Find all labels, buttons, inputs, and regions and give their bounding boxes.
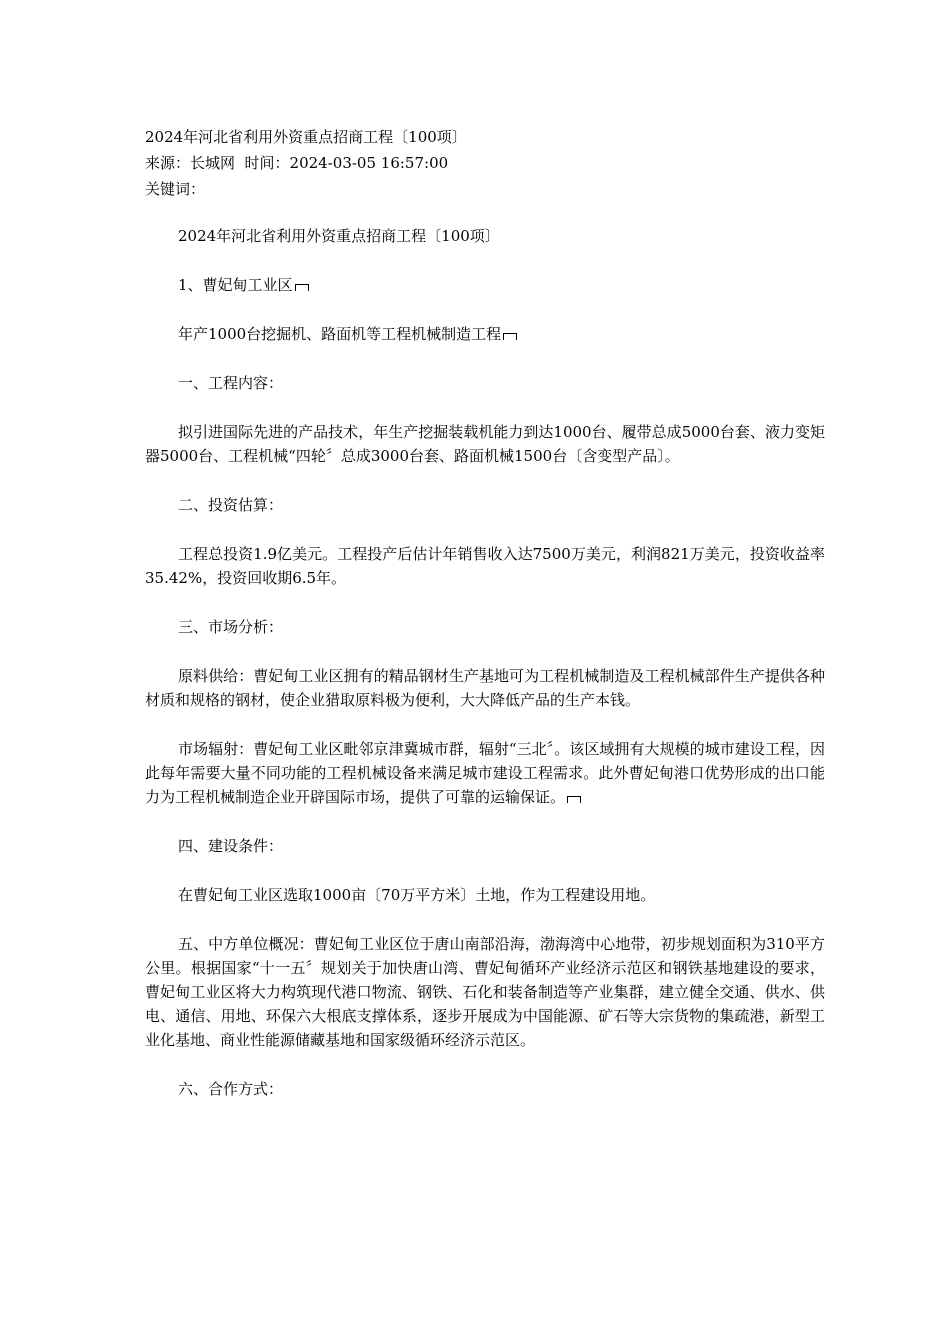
section-text-radiation: 市场辐射：曹妃甸工业区毗邻京津冀城市群，辐射“三北〞。该区域拥有大规模的城市建设工程，因此每年需要大量不同功能的工程机械设备来满足城市建设工程需求。此外曹妃甸港口优势形成的出口能力为工程机械制造企业开辟国际市场，提供了可靠的运输保证。 [145, 740, 825, 806]
article-body [145, 224, 825, 1126]
paragraph-mark-icon [567, 796, 581, 803]
section-heading-investment: 二、投资估算： [178, 496, 284, 514]
section-text-content: 拟引进国际先进的产品技术，年生产挖掘装载机能力到达1000台、履带总成5000台套、液力变矩器5000台、工程机械“四轮〞总成3000台套、路面机械1500台〔含变型产品〕。 [145, 423, 825, 465]
article-header [145, 124, 825, 202]
header-source-time: 来源：长城网 时间：2024-03-05 16:57:00 [145, 154, 449, 172]
section-heading-cooperation: 六、合作方式： [178, 1080, 284, 1098]
section-text-overview: 五、中方单位概况：曹妃甸工业区位于唐山南部沿海，渤海湾中心地带，初步规划面积为310平方公里。根据国家“十一五〞规划关于加快唐山湾、曹妃甸循环产业经济示范区和钢铁基地建设的要求，曹妃甸工业区将大力构筑现代港口物流、钢铁、石化和装备制造等产业集群，建立健全交通、供水、供电、通信、用地、环保六大根底支撑体系，逐步开展成为中国能源、矿石等大宗货物的集疏港，新型工业化基地、商业性能源储藏基地和国家级循环经济示范区。 [145, 935, 825, 1049]
project-name: 年产1000台挖掘机、路面机等工程机械制造工程 [145, 322, 825, 346]
section-heading-market: 三、市场分析： [178, 618, 284, 636]
item-heading: 1、曹妃甸工业区 [145, 273, 825, 297]
header-title: 2024年河北省利用外资重点招商工程〔100项〕 [145, 128, 467, 146]
section-text-supply: 原料供给：曹妃甸工业区拥有的精品钢材生产基地可为工程机械制造及工程机械部件生产提供各种材质和规格的钢材，使企业猎取原料极为便利，大大降低产品的生产本钱。 [145, 667, 825, 709]
paragraph-mark-icon [503, 333, 517, 340]
section-heading-conditions: 四、建设条件： [178, 837, 284, 855]
section-text-conditions: 在曹妃甸工业区选取1000亩〔70万平方米〕土地，作为工程建设用地。 [178, 886, 656, 904]
header-keywords: 关键词： [145, 180, 206, 198]
paragraph-mark-icon [295, 284, 309, 291]
section-heading-content: 一、工程内容： [178, 374, 284, 392]
section-text-investment: 工程总投资1.9亿美元。工程投产后估计年销售收入达7500万美元，利润821万美元，投资收益率35.42%，投资回收期6.5年。 [145, 545, 825, 587]
document-title: 2024年河北省利用外资重点招商工程〔100项〕 [178, 227, 500, 245]
